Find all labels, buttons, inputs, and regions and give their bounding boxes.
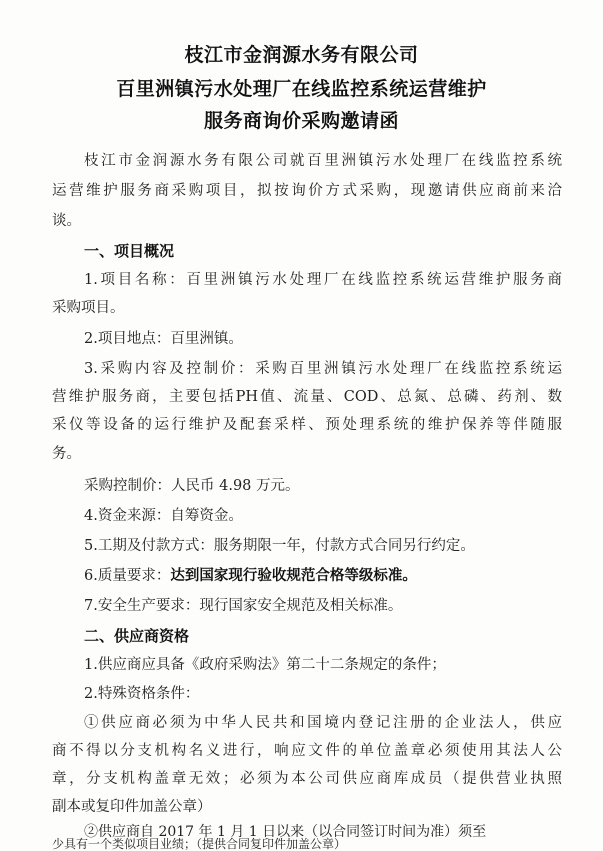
item-procurement-content-3: 采仪等设备的运行维护及配套采样、预处理系统的维护保养等伴随服 [52, 417, 562, 433]
item-funding-source: 4.资金来源：自筹资金。 [84, 508, 243, 524]
title-company: 枝江市金润源水务有限公司 [184, 44, 419, 66]
quality-value: 达到国家现行验收规范合格等级标准。 [170, 567, 417, 584]
condition-1-line-4: 副本或复印件加盖公章） [52, 799, 212, 815]
item-project-name: 1.项目名称：百里洲镇污水处理厂在线监控系统运营维护服务商 [84, 272, 562, 288]
item-safety-requirement: 7.安全生产要求：现行国家安全规范及相关标准。 [84, 598, 403, 614]
title-project: 百里洲镇污水处理厂在线监控系统运营维护 [116, 78, 487, 100]
item-procurement-content: 3.采购内容及控制价：采购百里洲镇污水处理厂在线监控系统运 [84, 361, 562, 377]
item-project-location: 2.项目地点：百里洲镇。 [84, 331, 243, 347]
item-control-price: 采购控制价：人民币 4.98 万元。 [84, 478, 300, 494]
condition-2-line-1: ②供应商自 2017 年 1 月 1 日以来（以合同签订时间为准）须至 [84, 824, 487, 840]
qualification-special: 2.特殊资格条件： [84, 686, 200, 702]
condition-1-line-2: 商不得以分支机构名义进行，响应文件的单位盖章必须使用其法人公 [52, 743, 562, 759]
condition-2-line-2: 少具有一个类似项目业绩；（提供合同复印件加盖公章） [52, 837, 347, 851]
section-heading-qualification: 二、供应商资格 [84, 627, 190, 645]
section-heading-overview: 一、项目概况 [84, 242, 175, 260]
item-quality-requirement [84, 566, 594, 586]
qualification-general: 1.供应商应具备《政府采购法》第二十二条规定的条件； [84, 657, 446, 673]
intro-line-3: 谈。 [52, 213, 81, 229]
condition-1-line-3: 章，分支机构盖章无效；必须为本公司供应商库成员（提供营业执照 [52, 771, 562, 787]
item-project-name-cont: 采购项目。 [52, 300, 125, 316]
intro-line-1: 枝江市金润源水务有限公司就百里洲镇污水处理厂在线监控系统 [84, 153, 562, 169]
intro-line-2: 运营维护服务商采购项目，拟按询价方式采购，现邀请供应商前来洽 [52, 183, 562, 199]
item-period-payment: 5.工期及付款方式：服务期限一年，付款方式合同另行约定。 [84, 538, 475, 554]
title-invitation: 服务商询价采购邀请函 [203, 110, 399, 132]
item-procurement-content-2: 营维护服务商，主要包括PH值、流量、COD、总氮、总磷、药剂、数 [52, 389, 562, 405]
item-procurement-content-4: 务。 [52, 446, 81, 462]
condition-1-line-1: ①供应商必须为中华人民共和国境内登记注册的企业法人，供应 [84, 715, 562, 731]
quality-label: 6.质量要求： [84, 568, 171, 584]
